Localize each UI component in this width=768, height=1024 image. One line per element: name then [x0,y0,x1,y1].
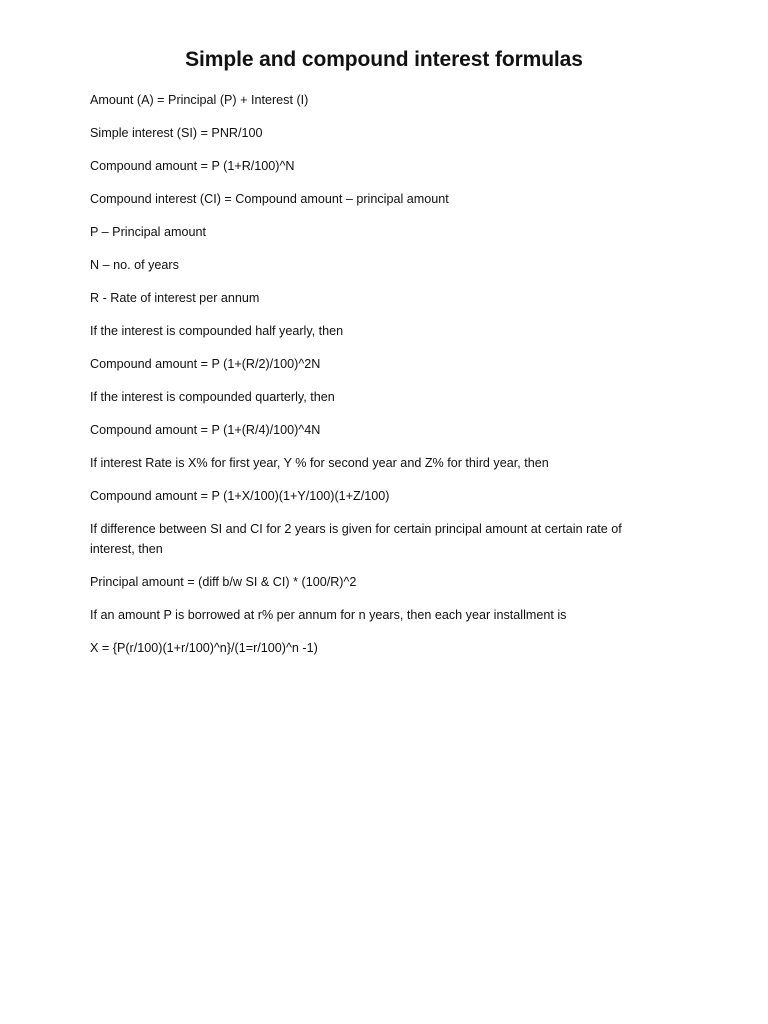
formula-simple-interest: Simple interest (SI) = PNR/100 [90,126,263,140]
formula-compound-amount: Compound amount = P (1+R/100)^N [90,159,295,173]
condition-installment: If an amount P is borrowed at r% per annum for n years, then each year installment is [90,608,567,622]
definition-years: N – no. of years [90,258,179,272]
condition-quarterly: If the interest is compounded quarterly, then [90,390,335,404]
formula-quarterly: Compound amount = P (1+(R/4)/100)^4N [90,423,321,437]
formula-varying-rates: Compound amount = P (1+X/100)(1+Y/100)(1+Z/100) [90,489,390,503]
document-title: Simple and compound interest formulas [185,48,583,71]
formula-amount: Amount (A) = Principal (P) + Interest (I) [90,93,309,107]
condition-half-yearly: If the interest is compounded half yearly, then [90,324,344,338]
formula-principal-from-difference: Principal amount = (diff b/w SI & CI) * (100/R)^2 [90,575,357,589]
formula-half-yearly: Compound amount = P (1+(R/2)/100)^2N [90,357,321,371]
definition-principal: P – Principal amount [90,225,206,239]
document-body [90,90,650,671]
condition-varying-rates: If interest Rate is X% for first year, Y % for second year and Z% for third year, then [90,456,549,470]
formula-installment: X = {P(r/100)(1+r/100)^n}/(1=r/100)^n -1) [90,641,318,655]
definition-rate: R - Rate of interest per annum [90,291,260,305]
condition-si-ci-difference: If difference between SI and CI for 2 years is given for certain principal amount at certain rate of interest, then [90,522,622,556]
formula-compound-interest: Compound interest (CI) = Compound amount – principal amount [90,192,449,206]
